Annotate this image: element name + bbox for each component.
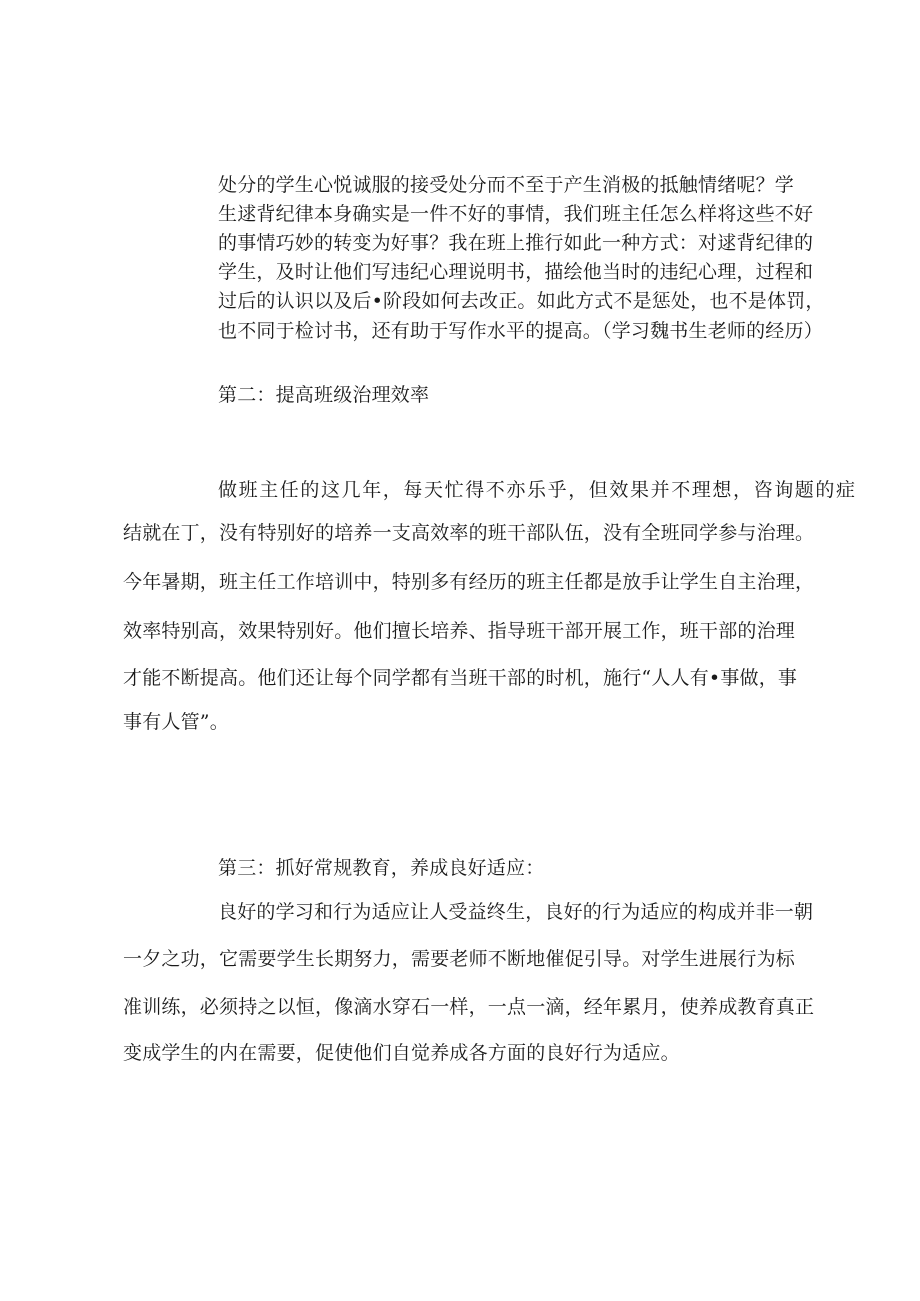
text-line: 生逑背纪律本身确实是一件不好的事情，我们班主任怎么样将这些不好 xyxy=(218,203,814,225)
text-line: 才能不断提高。他们还让每个同学都有当班干部的时机，施行“人人有•事做，事 xyxy=(123,667,798,689)
text-line: 一夕之功，它需要学生长期努力，需要老师不断地催促引导。对学生进展行为标 xyxy=(123,948,796,970)
text-line: 效率特别高，效果特别好。他们擅长培养、指导班干部开展工作，班干部的治理 xyxy=(123,620,796,642)
text-line: 结就在丁，没有特别好的培养一支高效率的班干部队伍，没有全班同学参与治理。 xyxy=(123,522,815,544)
text-line: 过后的认识以及后•阶段如何去改正。如此方式不是惩处，也不是体罚， xyxy=(218,290,825,312)
text-line: 今年暑期，班主任工作培训中，特别多有经历的班主任都是放手让学生自主治理， xyxy=(123,571,815,593)
text-line: 的事情巧妙的转变为好事？我在班上推行如此一种方式：对逑背纪律的 xyxy=(218,232,814,254)
text-line: 做班主任的这几年，每天忙得不亦乐乎，但效果并不理想，咨询题的症 xyxy=(218,479,857,501)
text-line: 变成学生的内在需要，促使他们自觉养成各方面的良好行为适应。 xyxy=(123,1042,680,1064)
section-heading: 第三：抓好常规教育，养成良好适应： xyxy=(218,857,545,879)
text-line: 也不同于检讨书，还有助于写作水平的提高。（学习魏书生老师的经历） xyxy=(218,320,823,342)
text-line: 良好的学习和行为适应让人受益终生，良好的行为适应的构成并非一朝 xyxy=(218,901,814,923)
text-line: 事有人管”。 xyxy=(123,711,229,733)
text-line: 学生，及时让他们写违纪心理说明书，描绘他当时的违纪心理，过程和 xyxy=(218,261,814,283)
section-heading: 第二：提高班级治理效率 xyxy=(218,384,430,406)
text-line: 处分的学生心悦诚服的接受处分而不至于产生消极的抵触情绪呢？学 xyxy=(218,174,795,196)
text-line: 准训练，必须持之以恒，像滴水穿石一样，一点一滴，经年累月，使养成教育真正 xyxy=(123,996,815,1018)
